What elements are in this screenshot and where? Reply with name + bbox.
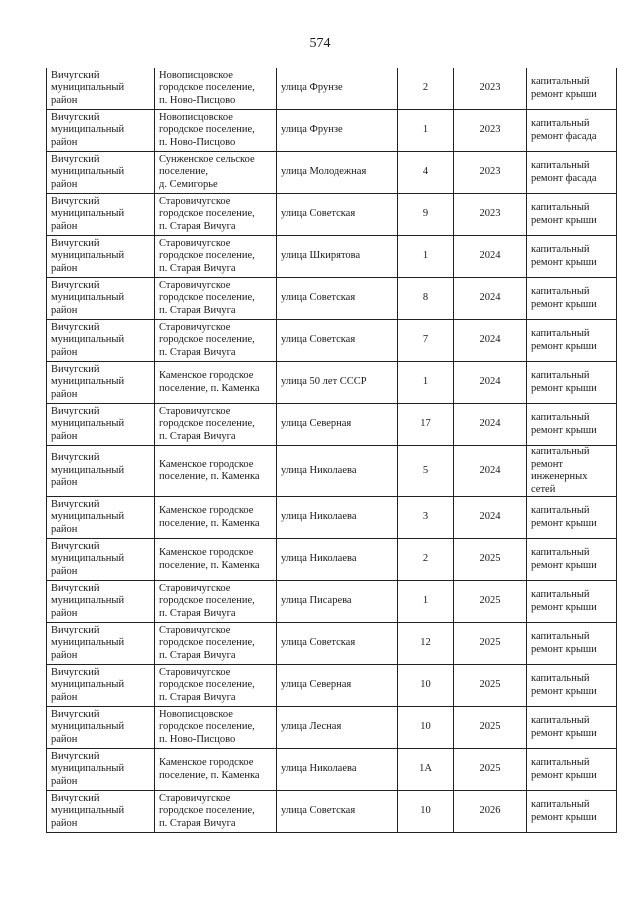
table-row [47, 362, 617, 404]
year-cell: 2025 [454, 623, 527, 665]
settlement-cell [155, 581, 277, 623]
repair-schedule-table [46, 68, 617, 833]
cell-text-line: район [51, 691, 78, 703]
street-cell: улица Советская [277, 278, 398, 320]
district-cell [47, 320, 155, 362]
cell-text-line: п. Ново-Писцово [159, 136, 236, 148]
cell-text-line: ремонт крыши [531, 298, 597, 310]
house-number-cell: 2 [398, 539, 454, 581]
cell-text-line: Старовичугское [159, 405, 231, 417]
cell-text-line: муниципальный [51, 805, 125, 817]
cell-text-line: Вичугский [51, 279, 100, 291]
house-number-cell: 1 [398, 362, 454, 404]
year-cell: 2024 [454, 404, 527, 446]
cell-text-line: п. Старая Вичуга [159, 817, 236, 829]
cell-text-line: муниципальный [51, 595, 125, 607]
table-row [47, 665, 617, 707]
year-cell: 2023 [454, 110, 527, 152]
cell-text-line: п. Ново-Писцово [159, 733, 236, 745]
street-cell: улица Советская [277, 623, 398, 665]
cell-text-line: городское поселение, [159, 679, 255, 691]
cell-text-line: муниципальный [51, 334, 125, 346]
cell-text-line: муниципальный [51, 166, 125, 178]
cell-text-line: городское поселение, [159, 82, 255, 94]
cell-text-line: Каменское городское [159, 370, 254, 381]
cell-text-line: городское поселение, [159, 637, 255, 649]
cell-text-line: капитальный [531, 244, 590, 255]
cell-text-line: Вичугский [51, 792, 100, 804]
house-number-cell: 17 [398, 404, 454, 446]
cell-text-line: Старовичугское [159, 582, 231, 594]
cell-text-line: п. Ново-Писцово [159, 94, 236, 106]
cell-text-line: ремонт крыши [531, 424, 597, 436]
cell-text-line: Старовичугское [159, 279, 231, 291]
work-type-cell [527, 236, 617, 278]
table-row [47, 278, 617, 320]
work-type-cell [527, 110, 617, 152]
work-type-cell [527, 404, 617, 446]
cell-text-line: городское поселение, [159, 721, 255, 733]
street-cell: улица Николаева [277, 446, 398, 497]
work-type-cell [527, 497, 617, 539]
house-number-cell: 10 [398, 791, 454, 833]
cell-text-line: район [51, 477, 78, 489]
house-number-cell: 8 [398, 278, 454, 320]
cell-text-line: поселение, п. Каменка [159, 559, 260, 571]
street-cell: улица Николаева [277, 497, 398, 539]
work-type-cell [527, 707, 617, 749]
table-row [47, 539, 617, 581]
district-cell [47, 581, 155, 623]
district-cell [47, 497, 155, 539]
table-row [47, 110, 617, 152]
table-row [47, 749, 617, 791]
cell-text-line: городское поселение, [159, 208, 255, 220]
year-cell: 2024 [454, 497, 527, 539]
cell-text-line: ремонт фасада [531, 130, 597, 142]
cell-text-line: муниципальный [51, 250, 125, 262]
work-type-cell [527, 539, 617, 581]
cell-text-line: капитальный [531, 202, 590, 213]
cell-text-line: капитальный [531, 76, 590, 87]
cell-text-line: п. Старая Вичуга [159, 607, 236, 619]
cell-text-line: Старовичугское [159, 321, 231, 333]
cell-text-line: район [51, 178, 78, 190]
cell-text-line: муниципальный [51, 124, 125, 136]
district-cell [47, 623, 155, 665]
cell-text-line: Вичугский [51, 452, 100, 464]
cell-text-line: район [51, 817, 78, 829]
cell-text-line: капитальный [531, 631, 590, 642]
settlement-cell [155, 791, 277, 833]
settlement-cell [155, 446, 277, 497]
street-cell: улица Фрунзе [277, 68, 398, 110]
street-cell: улица Молодежная [277, 152, 398, 194]
cell-text-line: муниципальный [51, 679, 125, 691]
house-number-cell: 1 [398, 581, 454, 623]
cell-text-line: Вичугский [51, 321, 100, 333]
settlement-cell [155, 194, 277, 236]
district-cell [47, 278, 155, 320]
house-number-cell: 9 [398, 194, 454, 236]
cell-text-line: Новописцовское [159, 111, 233, 123]
house-number-cell: 12 [398, 623, 454, 665]
cell-text-line: муниципальный [51, 763, 125, 775]
district-cell [47, 749, 155, 791]
cell-text-line: Вичугский [51, 195, 100, 207]
house-number-cell: 2 [398, 68, 454, 110]
cell-text-line: ремонт крыши [531, 340, 597, 352]
table-row [47, 497, 617, 539]
cell-text-line: капитальный [531, 328, 590, 339]
cell-text-line: Вичугский [51, 708, 100, 720]
district-cell [47, 152, 155, 194]
cell-text-line: район [51, 262, 78, 274]
work-type-cell [527, 623, 617, 665]
cell-text-line: ремонт крыши [531, 769, 597, 781]
cell-text-line: муниципальный [51, 418, 125, 430]
district-cell [47, 446, 155, 497]
cell-text-line: муниципальный [51, 292, 125, 304]
year-cell: 2023 [454, 68, 527, 110]
cell-text-line: ремонт крыши [531, 811, 597, 823]
district-cell [47, 110, 155, 152]
work-type-cell [527, 194, 617, 236]
cell-text-line: район [51, 136, 78, 148]
cell-text-line: поселение, п. Каменка [159, 769, 260, 781]
cell-text-line: муниципальный [51, 208, 125, 220]
cell-text-line: п. Старая Вичуга [159, 220, 236, 232]
cell-text-line: Вичугский [51, 363, 100, 375]
house-number-cell: 5 [398, 446, 454, 497]
work-type-cell [527, 68, 617, 110]
street-cell: улица Фрунзе [277, 110, 398, 152]
year-cell: 2024 [454, 362, 527, 404]
cell-text-line: ремонт крыши [531, 517, 597, 529]
cell-text-line: инженерных [531, 471, 588, 482]
cell-text-line: ремонт крыши [531, 256, 597, 268]
cell-text-line: муниципальный [51, 511, 125, 523]
cell-text-line: Вичугский [51, 582, 100, 594]
cell-text-line: капитальный [531, 757, 590, 768]
cell-text-line: Старовичугское [159, 624, 231, 636]
cell-text-line: Вичугский [51, 624, 100, 636]
house-number-cell: 3 [398, 497, 454, 539]
cell-text-line: ремонт крыши [531, 727, 597, 739]
settlement-cell [155, 278, 277, 320]
district-cell [47, 404, 155, 446]
house-number-cell: 7 [398, 320, 454, 362]
cell-text-line: сетей [531, 483, 556, 495]
cell-text-line: п. Старая Вичуга [159, 346, 236, 358]
cell-text-line: район [51, 388, 78, 400]
cell-text-line: Каменское городское [159, 458, 254, 470]
cell-text-line: поселение, п. Каменка [159, 471, 260, 482]
year-cell: 2024 [454, 320, 527, 362]
cell-text-line: муниципальный [51, 376, 125, 388]
cell-text-line: Вичугский [51, 750, 100, 762]
settlement-cell [155, 497, 277, 539]
street-cell: улица Северная [277, 404, 398, 446]
year-cell: 2025 [454, 749, 527, 791]
settlement-cell [155, 320, 277, 362]
street-cell: улица Николаева [277, 749, 398, 791]
district-cell [47, 236, 155, 278]
cell-text-line: городское поселение, [159, 805, 255, 817]
year-cell: 2026 [454, 791, 527, 833]
cell-text-line: ремонт крыши [531, 643, 597, 655]
cell-text-line: ремонт крыши [531, 559, 597, 571]
work-type-cell [527, 320, 617, 362]
settlement-cell [155, 539, 277, 581]
street-cell: улица Николаева [277, 539, 398, 581]
district-cell [47, 539, 155, 581]
district-cell [47, 707, 155, 749]
cell-text-line: капитальный [531, 589, 590, 600]
cell-text-line: п. Старая Вичуга [159, 430, 236, 442]
work-type-cell [527, 362, 617, 404]
cell-text-line: капитальный [531, 118, 590, 129]
cell-text-line: район [51, 775, 78, 787]
year-cell: 2024 [454, 236, 527, 278]
table-row [47, 320, 617, 362]
cell-text-line: Вичугский [51, 540, 100, 552]
cell-text-line: район [51, 733, 78, 745]
street-cell: улица Советская [277, 791, 398, 833]
cell-text-line: муниципальный [51, 82, 125, 94]
cell-text-line: ремонт крыши [531, 88, 597, 100]
year-cell: 2025 [454, 581, 527, 623]
cell-text-line: Вичугский [51, 666, 100, 678]
cell-text-line: ремонт крыши [531, 685, 597, 697]
cell-text-line: район [51, 94, 78, 106]
cell-text-line: Новописцовское [159, 708, 233, 720]
cell-text-line: муниципальный [51, 464, 125, 476]
year-cell: 2025 [454, 707, 527, 749]
table-body [47, 68, 617, 833]
table-row [47, 581, 617, 623]
cell-text-line: п. Старая Вичуга [159, 649, 236, 661]
cell-text-line: городское поселение, [159, 418, 255, 430]
settlement-cell [155, 623, 277, 665]
table-row [47, 404, 617, 446]
cell-text-line: п. Старая Вичуга [159, 304, 236, 316]
cell-text-line: д. Семигорье [159, 178, 218, 190]
street-cell: улица Советская [277, 320, 398, 362]
table-row [47, 623, 617, 665]
cell-text-line: район [51, 607, 78, 619]
settlement-cell [155, 707, 277, 749]
cell-text-line: п. Старая Вичуга [159, 262, 236, 274]
year-cell: 2024 [454, 278, 527, 320]
year-cell: 2025 [454, 665, 527, 707]
settlement-cell [155, 236, 277, 278]
settlement-cell [155, 152, 277, 194]
district-cell [47, 194, 155, 236]
settlement-cell [155, 362, 277, 404]
house-number-cell: 1 [398, 236, 454, 278]
cell-text-line: ремонт крыши [531, 601, 597, 613]
table-row [47, 152, 617, 194]
year-cell: 2024 [454, 446, 527, 497]
cell-text-line: ремонт крыши [531, 214, 597, 226]
table-row [47, 791, 617, 833]
page-number: 574 [309, 36, 331, 51]
cell-text-line: район [51, 523, 78, 535]
district-cell [47, 791, 155, 833]
table-row [47, 236, 617, 278]
settlement-cell [155, 665, 277, 707]
street-cell: улица Советская [277, 194, 398, 236]
table-row [47, 194, 617, 236]
work-type-cell [527, 749, 617, 791]
year-cell: 2023 [454, 152, 527, 194]
cell-text-line: поселение, п. Каменка [159, 517, 260, 529]
cell-text-line: Вичугский [51, 153, 100, 165]
cell-text-line: капитальный [531, 505, 590, 516]
cell-text-line: ремонт крыши [531, 382, 597, 394]
cell-text-line: район [51, 430, 78, 442]
table-row [47, 707, 617, 749]
cell-text-line: Вичугский [51, 498, 100, 510]
cell-text-line: Каменское городское [159, 505, 254, 516]
cell-text-line: п. Старая Вичуга [159, 691, 236, 703]
work-type-cell [527, 581, 617, 623]
cell-text-line: капитальный [531, 412, 590, 423]
district-cell [47, 362, 155, 404]
year-cell: 2025 [454, 539, 527, 581]
cell-text-line: Новописцовское [159, 69, 233, 81]
work-type-cell [527, 152, 617, 194]
cell-text-line: Вичугский [51, 237, 100, 249]
cell-text-line: капитальный [531, 715, 590, 726]
cell-text-line: Каменское городское [159, 757, 254, 768]
cell-text-line: Старовичугское [159, 792, 231, 804]
cell-text-line: район [51, 220, 78, 232]
cell-text-line: муниципальный [51, 721, 125, 733]
settlement-cell [155, 404, 277, 446]
cell-text-line: городское поселение, [159, 334, 255, 346]
house-number-cell: 4 [398, 152, 454, 194]
cell-text-line: капитальный [531, 286, 590, 297]
year-cell: 2023 [454, 194, 527, 236]
cell-text-line: район [51, 565, 78, 577]
cell-text-line: ремонт [531, 458, 564, 470]
cell-text-line: капитальный [531, 799, 590, 810]
house-number-cell: 1А [398, 749, 454, 791]
cell-text-line: муниципальный [51, 553, 125, 565]
cell-text-line: Старовичугское [159, 666, 231, 678]
table-row [47, 68, 617, 110]
table-row [47, 446, 617, 497]
settlement-cell [155, 749, 277, 791]
house-number-cell: 10 [398, 707, 454, 749]
cell-text-line: ремонт фасада [531, 172, 597, 184]
cell-text-line: поселение, [159, 166, 209, 178]
settlement-cell [155, 110, 277, 152]
street-cell: улица Писарева [277, 581, 398, 623]
cell-text-line: Старовичугское [159, 195, 231, 207]
work-type-cell [527, 278, 617, 320]
house-number-cell: 10 [398, 665, 454, 707]
cell-text-line: капитальный [531, 547, 590, 558]
cell-text-line: капитальный [531, 160, 590, 171]
district-cell [47, 665, 155, 707]
cell-text-line: Старовичугское [159, 237, 231, 249]
cell-text-line: муниципальный [51, 637, 125, 649]
street-cell: улица Лесная [277, 707, 398, 749]
cell-text-line: район [51, 649, 78, 661]
work-type-cell [527, 791, 617, 833]
street-cell: улица 50 лет СССР [277, 362, 398, 404]
street-cell: улица Шкирятова [277, 236, 398, 278]
cell-text-line: район [51, 304, 78, 316]
cell-text-line: Вичугский [51, 405, 100, 417]
cell-text-line: Каменское городское [159, 547, 254, 558]
work-type-cell [527, 665, 617, 707]
cell-text-line: район [51, 346, 78, 358]
cell-text-line: поселение, п. Каменка [159, 382, 260, 394]
cell-text-line: капитальный [531, 673, 590, 684]
street-cell: улица Северная [277, 665, 398, 707]
cell-text-line: городское поселение, [159, 250, 255, 262]
cell-text-line: капитальный [531, 446, 590, 457]
cell-text-line: городское поселение, [159, 292, 255, 304]
work-type-cell [527, 446, 617, 497]
cell-text-line: городское поселение, [159, 124, 255, 136]
cell-text-line: капитальный [531, 370, 590, 381]
cell-text-line: Вичугский [51, 111, 100, 123]
district-cell [47, 68, 155, 110]
cell-text-line: Вичугский [51, 69, 100, 81]
house-number-cell: 1 [398, 110, 454, 152]
settlement-cell [155, 68, 277, 110]
cell-text-line: Сунженское сельское [159, 153, 255, 165]
cell-text-line: городское поселение, [159, 595, 255, 607]
